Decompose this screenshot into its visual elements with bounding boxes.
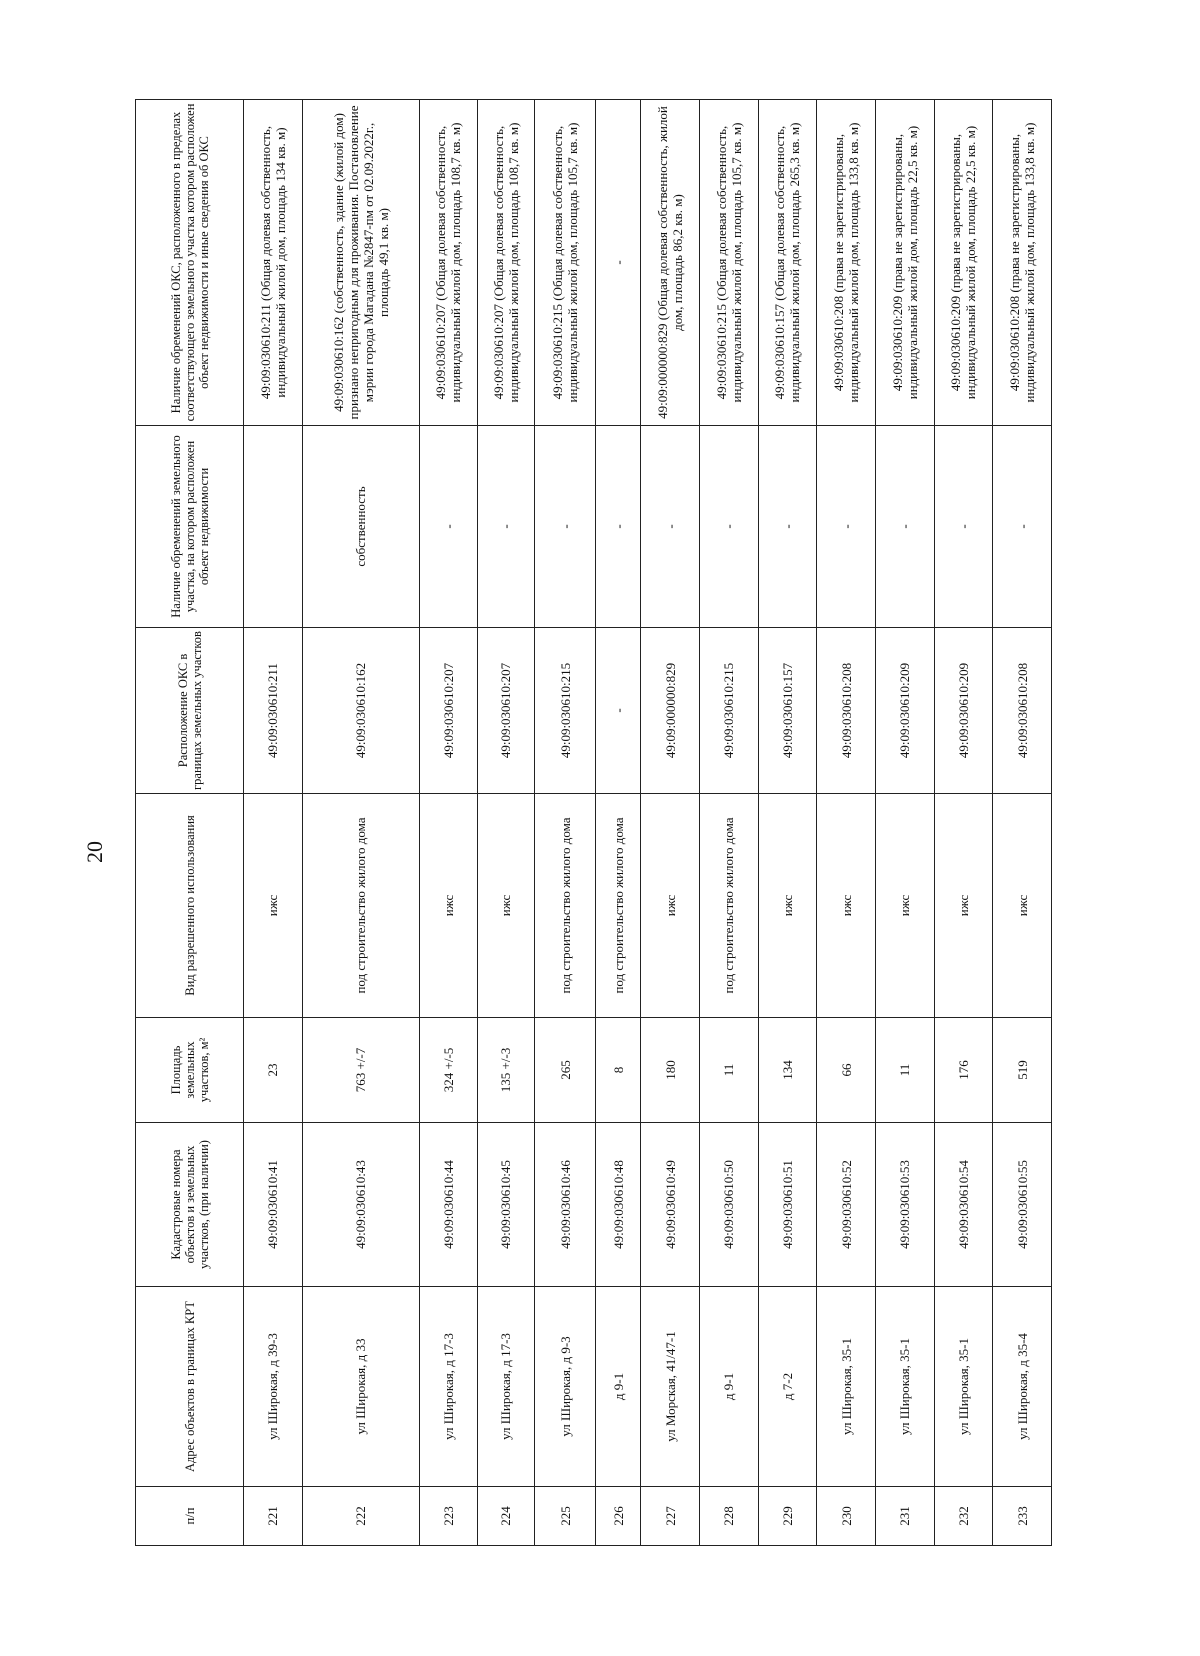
cell-n: 228: [700, 1487, 759, 1546]
header-land-encumbrance: Наличие обременений земельного участка, на котором расположен объект недвижимости: [136, 426, 244, 628]
cell-usage: под строительство жилого дома: [700, 794, 759, 1018]
cell-usage: ижс: [875, 794, 934, 1018]
table-row: [817, 100, 876, 1546]
cell-area: 8: [595, 1018, 641, 1123]
cell-usage: ижс: [477, 794, 535, 1018]
cell-address: д 7-2: [758, 1287, 817, 1487]
cell-n: 232: [934, 1487, 993, 1546]
cell-address: ул Широкая, 35-1: [875, 1287, 934, 1487]
cell-land-encumbrance: -: [700, 426, 759, 628]
cell-land-encumbrance: -: [535, 426, 596, 628]
cell-usage: под строительство жилого дома: [595, 794, 641, 1018]
cell-cadastral: 49:09:030610:45: [477, 1123, 535, 1287]
cell-address: ул Широкая, д 33: [302, 1287, 419, 1487]
cell-oks-location: 49:09:030610:157: [758, 628, 817, 794]
table-row: [477, 100, 535, 1546]
cell-oks-encumbrance: 49:09:000000:829 (Общая долевая собственность, жилой дом, площадь 86,2 кв. м): [641, 100, 700, 426]
cell-cadastral: 49:09:030610:55: [993, 1123, 1052, 1287]
header-address: Адрес объектов в границах КРТ: [136, 1287, 244, 1487]
cell-cadastral: 49:09:030610:54: [934, 1123, 993, 1287]
cell-oks-encumbrance: -: [595, 100, 641, 426]
header-oks-encumbrance: Наличие обременений ОКС, расположенного в пределах соответствующего земельного участка котором расположен объект недвижимости и иные сведения об ОКС: [136, 100, 244, 426]
header-usage: Вид разрешенного использования: [136, 794, 244, 1018]
cell-address: д 9-1: [700, 1287, 759, 1487]
cell-address: ул Широкая, д 35-4: [993, 1287, 1052, 1487]
header-oks-location: Расположение ОКС в границах земельных участков: [136, 628, 244, 794]
cell-area: 176: [934, 1018, 993, 1123]
cell-address: ул Широкая, 35-1: [817, 1287, 876, 1487]
cell-n: 224: [477, 1487, 535, 1546]
cell-usage: под строительство жилого дома: [302, 794, 419, 1018]
header-n: п/п: [136, 1487, 244, 1546]
cell-area: 135 +/-3: [477, 1018, 535, 1123]
cell-area: 324 +/-5: [419, 1018, 477, 1123]
cell-n: 229: [758, 1487, 817, 1546]
cell-land-encumbrance: собственность: [302, 426, 419, 628]
cell-oks-encumbrance: 49:09:030610:157 (Общая долевая собственность, индивидуальный жилой дом, площадь 265,3 кв. м): [758, 100, 817, 426]
cell-oks-location: 49:09:030610:162: [302, 628, 419, 794]
cell-area: 23: [244, 1018, 303, 1123]
cell-oks-location: 49:09:030610:209: [875, 628, 934, 794]
cell-oks-encumbrance: 49:09:030610:215 (Общая долевая собственность, индивидуальный жилой дом, площадь 105,7 кв. м): [535, 100, 596, 426]
table-row: [244, 100, 303, 1546]
cell-land-encumbrance: -: [817, 426, 876, 628]
cell-land-encumbrance: -: [477, 426, 535, 628]
cell-n: 231: [875, 1487, 934, 1546]
cell-n: 221: [244, 1487, 303, 1546]
cell-usage: ижс: [817, 794, 876, 1018]
cell-area: 66: [817, 1018, 876, 1123]
cell-oks-encumbrance: 49:09:030610:209 (права не зарегистрированы, индивидуальный жилой дом, площадь 22,5 кв. м): [934, 100, 993, 426]
cell-usage: ижс: [993, 794, 1052, 1018]
cell-n: 230: [817, 1487, 876, 1546]
cell-address: д 9-1: [595, 1287, 641, 1487]
cell-area: 11: [875, 1018, 934, 1123]
cell-oks-encumbrance: 49:09:030610:208 (права не зарегистрированы, индивидуальный жилой дом, площадь 133,8 кв. м): [817, 100, 876, 426]
header-area: Площадь земельных участков, м²: [136, 1018, 244, 1123]
table-row: [535, 100, 596, 1546]
cell-cadastral: 49:09:030610:46: [535, 1123, 596, 1287]
cell-usage: под строительство жилого дома: [535, 794, 596, 1018]
cell-address: ул Широкая, д 17-3: [477, 1287, 535, 1487]
cell-cadastral: 49:09:030610:52: [817, 1123, 876, 1287]
cell-oks-encumbrance: 49:09:030610:162 (собственность, здание (жилой дом) признано непригодным для проживания. Постановление мэрии города Магадана №2847-пм от 02.09.2022г., площадь 49,1 кв. м): [302, 100, 419, 426]
page-number: 20: [82, 841, 107, 863]
table-row: [641, 100, 700, 1546]
cell-land-encumbrance: -: [595, 426, 641, 628]
table-row: [758, 100, 817, 1546]
cell-area: 134: [758, 1018, 817, 1123]
cell-cadastral: 49:09:030610:53: [875, 1123, 934, 1287]
cell-oks-location: 49:09:030610:208: [993, 628, 1052, 794]
cell-n: 222: [302, 1487, 419, 1546]
cell-oks-location: 49:09:030610:211: [244, 628, 303, 794]
cell-address: ул Широкая, д 39-3: [244, 1287, 303, 1487]
cell-usage: ижс: [244, 794, 303, 1018]
cell-oks-location: 49:09:030610:207: [477, 628, 535, 794]
cell-oks-location: 49:09:030610:215: [700, 628, 759, 794]
cell-address: ул Морская, 41/47-1: [641, 1287, 700, 1487]
table-header-row: [136, 100, 244, 1546]
cell-oks-encumbrance: 49:09:030610:215 (Общая долевая собственность, индивидуальный жилой дом, площадь 105,7 кв. м): [700, 100, 759, 426]
cell-cadastral: 49:09:030610:44: [419, 1123, 477, 1287]
cell-n: 223: [419, 1487, 477, 1546]
cell-address: ул Широкая, 35-1: [934, 1287, 993, 1487]
cell-oks-encumbrance: 49:09:030610:211 (Общая долевая собственность, индивидуальный жилой дом, площадь 134 кв. м): [244, 100, 303, 426]
table-row: [302, 100, 419, 1546]
cell-oks-location: -: [595, 628, 641, 794]
cell-land-encumbrance: -: [993, 426, 1052, 628]
cell-oks-location: 49:09:030610:207: [419, 628, 477, 794]
cell-area: 519: [993, 1018, 1052, 1123]
cell-n: 226: [595, 1487, 641, 1546]
cell-land-encumbrance: -: [934, 426, 993, 628]
cell-usage: ижс: [419, 794, 477, 1018]
cell-oks-encumbrance: 49:09:030610:207 (Общая долевая собственность, индивидуальный жилой дом, площадь 108,7 кв. м): [419, 100, 477, 426]
cell-land-encumbrance: [244, 426, 303, 628]
table-row: [419, 100, 477, 1546]
cell-cadastral: 49:09:030610:51: [758, 1123, 817, 1287]
cell-oks-location: 49:09:030610:215: [535, 628, 596, 794]
cell-area: 265: [535, 1018, 596, 1123]
table-row: [700, 100, 759, 1546]
header-cadastral: Кадастровые номера объектов и земельных участков, (при наличии): [136, 1123, 244, 1287]
cell-land-encumbrance: -: [419, 426, 477, 628]
cell-oks-location: 49:09:030610:208: [817, 628, 876, 794]
table-row: [875, 100, 934, 1546]
cell-cadastral: 49:09:030610:41: [244, 1123, 303, 1287]
cell-n: 233: [993, 1487, 1052, 1546]
cell-address: ул Широкая, д 17-3: [419, 1287, 477, 1487]
land-plots-table: [135, 99, 1052, 1546]
cell-land-encumbrance: -: [875, 426, 934, 628]
cell-address: ул Широкая, д 9-3: [535, 1287, 596, 1487]
cell-area: 11: [700, 1018, 759, 1123]
cell-cadastral: 49:09:030610:50: [700, 1123, 759, 1287]
cell-land-encumbrance: -: [641, 426, 700, 628]
land-plots-table-sheet: [135, 100, 1052, 1546]
cell-oks-encumbrance: 49:09:030610:209 (права не зарегистрированы, индивидуальный жилой дом, площадь 22,5 кв. м): [875, 100, 934, 426]
cell-cadastral: 49:09:030610:49: [641, 1123, 700, 1287]
cell-oks-encumbrance: 49:09:030610:207 (Общая долевая собственность, индивидуальный жилой дом, площадь 108,7 кв. м): [477, 100, 535, 426]
cell-oks-location: 49:09:030610:209: [934, 628, 993, 794]
table-row: [595, 100, 641, 1546]
cell-area: 180: [641, 1018, 700, 1123]
cell-cadastral: 49:09:030610:43: [302, 1123, 419, 1287]
cell-oks-location: 49:09:000000:829: [641, 628, 700, 794]
cell-area: 763 +/-7: [302, 1018, 419, 1123]
cell-n: 227: [641, 1487, 700, 1546]
table-row: [934, 100, 993, 1546]
cell-usage: ижс: [641, 794, 700, 1018]
cell-usage: ижс: [934, 794, 993, 1018]
cell-usage: ижс: [758, 794, 817, 1018]
cell-n: 225: [535, 1487, 596, 1546]
cell-cadastral: 49:09:030610:48: [595, 1123, 641, 1287]
table-row: [993, 100, 1052, 1546]
cell-oks-encumbrance: 49:09:030610:208 (права не зарегистрированы, индивидуальный жилой дом, площадь 133,8 кв. м): [993, 100, 1052, 426]
cell-land-encumbrance: -: [758, 426, 817, 628]
